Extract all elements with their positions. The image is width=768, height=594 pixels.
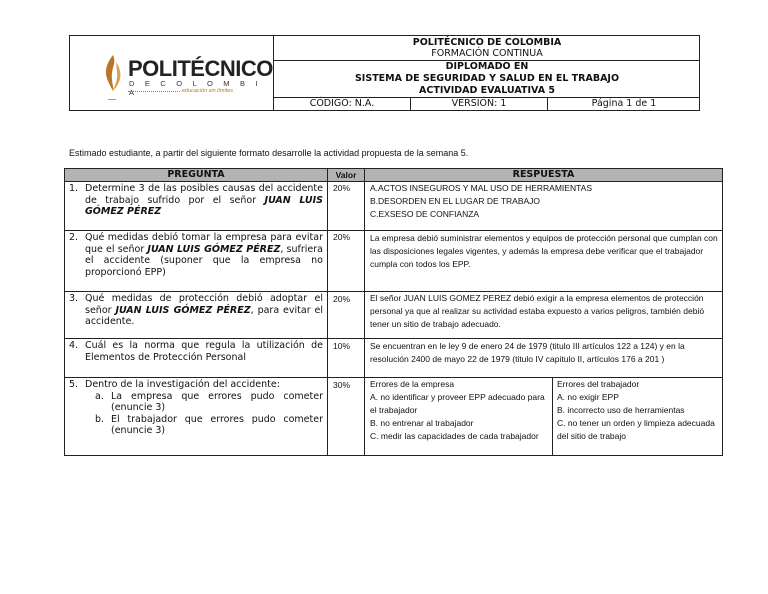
meta-separator <box>410 98 411 110</box>
answer-company-errors <box>370 378 550 443</box>
question-value: 20% <box>333 294 351 304</box>
question-number: 2. <box>69 232 79 243</box>
sub-question-text: El trabajador que errores pudo cometer (enuncie 3) <box>111 413 323 436</box>
question-text: , para evitar el accidente. <box>85 304 323 327</box>
answer-line: Errores del trabajador <box>557 379 640 389</box>
program-line-2: SISTEMA DE SEGURIDAD Y SALUD EN EL TRABAJO <box>354 73 620 84</box>
answer-line: A.ACTOS INSEGUROS Y MAL USO DE HERRAMIENTAS <box>370 183 592 193</box>
answer-line: A. no exigir EPP <box>557 392 619 402</box>
answer-line: A. no identificar y proveer EPP adecuado para el trabajador <box>370 392 545 415</box>
table-row-question <box>65 379 327 437</box>
answer-cell <box>370 292 720 331</box>
document-header <box>69 35 700 111</box>
institution-name: POLITÉCNICO DE COLOMBIA <box>412 37 562 48</box>
answer-split-divider <box>552 377 553 455</box>
column-divider <box>327 169 328 455</box>
activity-table <box>64 168 723 456</box>
question-value: 20% <box>333 183 351 193</box>
meta-separator <box>547 98 548 110</box>
row-divider <box>65 338 722 339</box>
question-value: 10% <box>333 341 351 351</box>
person-name: JUAN LUIS GÓMEZ PÉREZ <box>115 304 251 316</box>
logo-divider <box>128 91 180 92</box>
question-number: 1. <box>69 183 79 194</box>
sub-question-letter: b. <box>95 413 105 425</box>
table-row-question <box>65 232 327 278</box>
answer-line: C. medir las capacidades de cada trabajador <box>370 431 539 441</box>
question-number: 4. <box>69 340 79 351</box>
question-number: 3. <box>69 293 79 304</box>
question-text: Determine 3 de las posibles causas del accidente de trabajo sufrido por el señor <box>85 183 323 206</box>
logo-mark-line <box>108 99 116 100</box>
person-name: JUAN LUIS GÓMEZ PÉREZ <box>85 194 323 217</box>
answer-line: El señor JUAN LUIS GOMEZ PEREZ debió exigir a la empresa elementos de protección personal ya que al realizar su actividad estaba expuesto a varios peligros, también debió tener un sitio de trabajo adecuado. <box>370 293 705 329</box>
person-name: JUAN LUIS GÓMEZ PÉREZ <box>147 243 281 255</box>
row-divider <box>65 230 722 231</box>
header-info <box>274 36 700 110</box>
answer-line: B. no entrenar al trabajador <box>370 418 474 428</box>
column-header-question: PREGUNTA <box>65 169 327 182</box>
flame-logo-icon <box>102 54 124 92</box>
header-meta-row <box>274 98 700 110</box>
question-number: 5. <box>69 379 79 390</box>
answer-line: C.EXSESO DE CONFIANZA <box>370 209 480 219</box>
answer-line: La empresa debió suministrar elementos y equipos de protección personal que cumplan con las disposiciones legales vigentes, y además la empresa debe verificar que el trabajador cumpla con todos los EPP. <box>370 233 718 269</box>
table-row-question <box>65 340 327 363</box>
sub-question-b <box>95 413 323 437</box>
answer-cell <box>370 182 720 221</box>
answer-line: Se encuentran en le ley 9 de enero 24 de 1979 (titulo III artículos 122 a 124) y en la resolución 2400 de mayo 22 de 1979 (titulo IV capitulo II, artículos 176 a 201 ) <box>370 341 685 364</box>
answer-worker-errors <box>557 378 719 443</box>
logo-cell <box>70 36 274 110</box>
document-code: CÓDIGO: N.A. <box>309 98 375 109</box>
answer-line: B. incorrecto uso de herramientas <box>557 405 685 415</box>
page-indicator: Página 1 de 1 <box>591 98 657 109</box>
answer-cell <box>370 232 720 271</box>
activity-title: ACTIVIDAD EVALUATIVA 5 <box>419 85 555 96</box>
question-text: Qué medidas de protección debió adoptar el señor <box>85 293 323 316</box>
question-text: Qué medidas debió tomar la empresa para evitar que el señor <box>85 232 323 255</box>
sub-question-letter: a. <box>95 390 104 402</box>
question-text: Dentro de la investigación del accidente: <box>85 379 280 390</box>
logo-subtitle: D E C O L O M B I A <box>129 79 262 97</box>
logo-tagline: educación sin límites <box>182 88 234 94</box>
question-value: 30% <box>333 380 351 390</box>
logo-wordmark: POLITÉCNICO <box>128 56 273 81</box>
sub-question-a <box>95 390 323 414</box>
program-line-1: DIPLOMADO EN <box>445 61 529 72</box>
answer-line: Errores de la empresa <box>370 379 455 389</box>
column-divider <box>364 169 365 455</box>
column-header-value: Valor <box>328 169 364 182</box>
question-value: 20% <box>333 232 351 242</box>
sub-question-text: La empresa que errores pudo cometer (enuncie 3) <box>111 390 323 413</box>
answer-cell <box>370 340 720 366</box>
question-text: , sufriera el accidente (suponer que la empresa no proporcionó EPP) <box>85 243 323 278</box>
question-text: Cuál es la norma que regula la utilización de Elementos de Protección Personal <box>85 340 323 363</box>
column-header-answer: RESPUESTA <box>365 169 722 182</box>
unit-name: FORMACIÓN CONTINUA <box>431 48 543 59</box>
answer-line: B.DESORDEN EN EL LUGAR DE TRABAJO <box>370 196 541 206</box>
table-row-question <box>65 183 327 218</box>
table-row-question <box>65 293 327 328</box>
intro-text: Estimado estudiante, a partir del siguiente formato desarrolle la actividad propuesta de la semana 5. <box>69 148 469 158</box>
answer-line: C. no tener un orden y limpieza adecuada del sitio de trabajo <box>557 418 715 441</box>
document-version: VERSIÓN: 1 <box>451 98 507 109</box>
